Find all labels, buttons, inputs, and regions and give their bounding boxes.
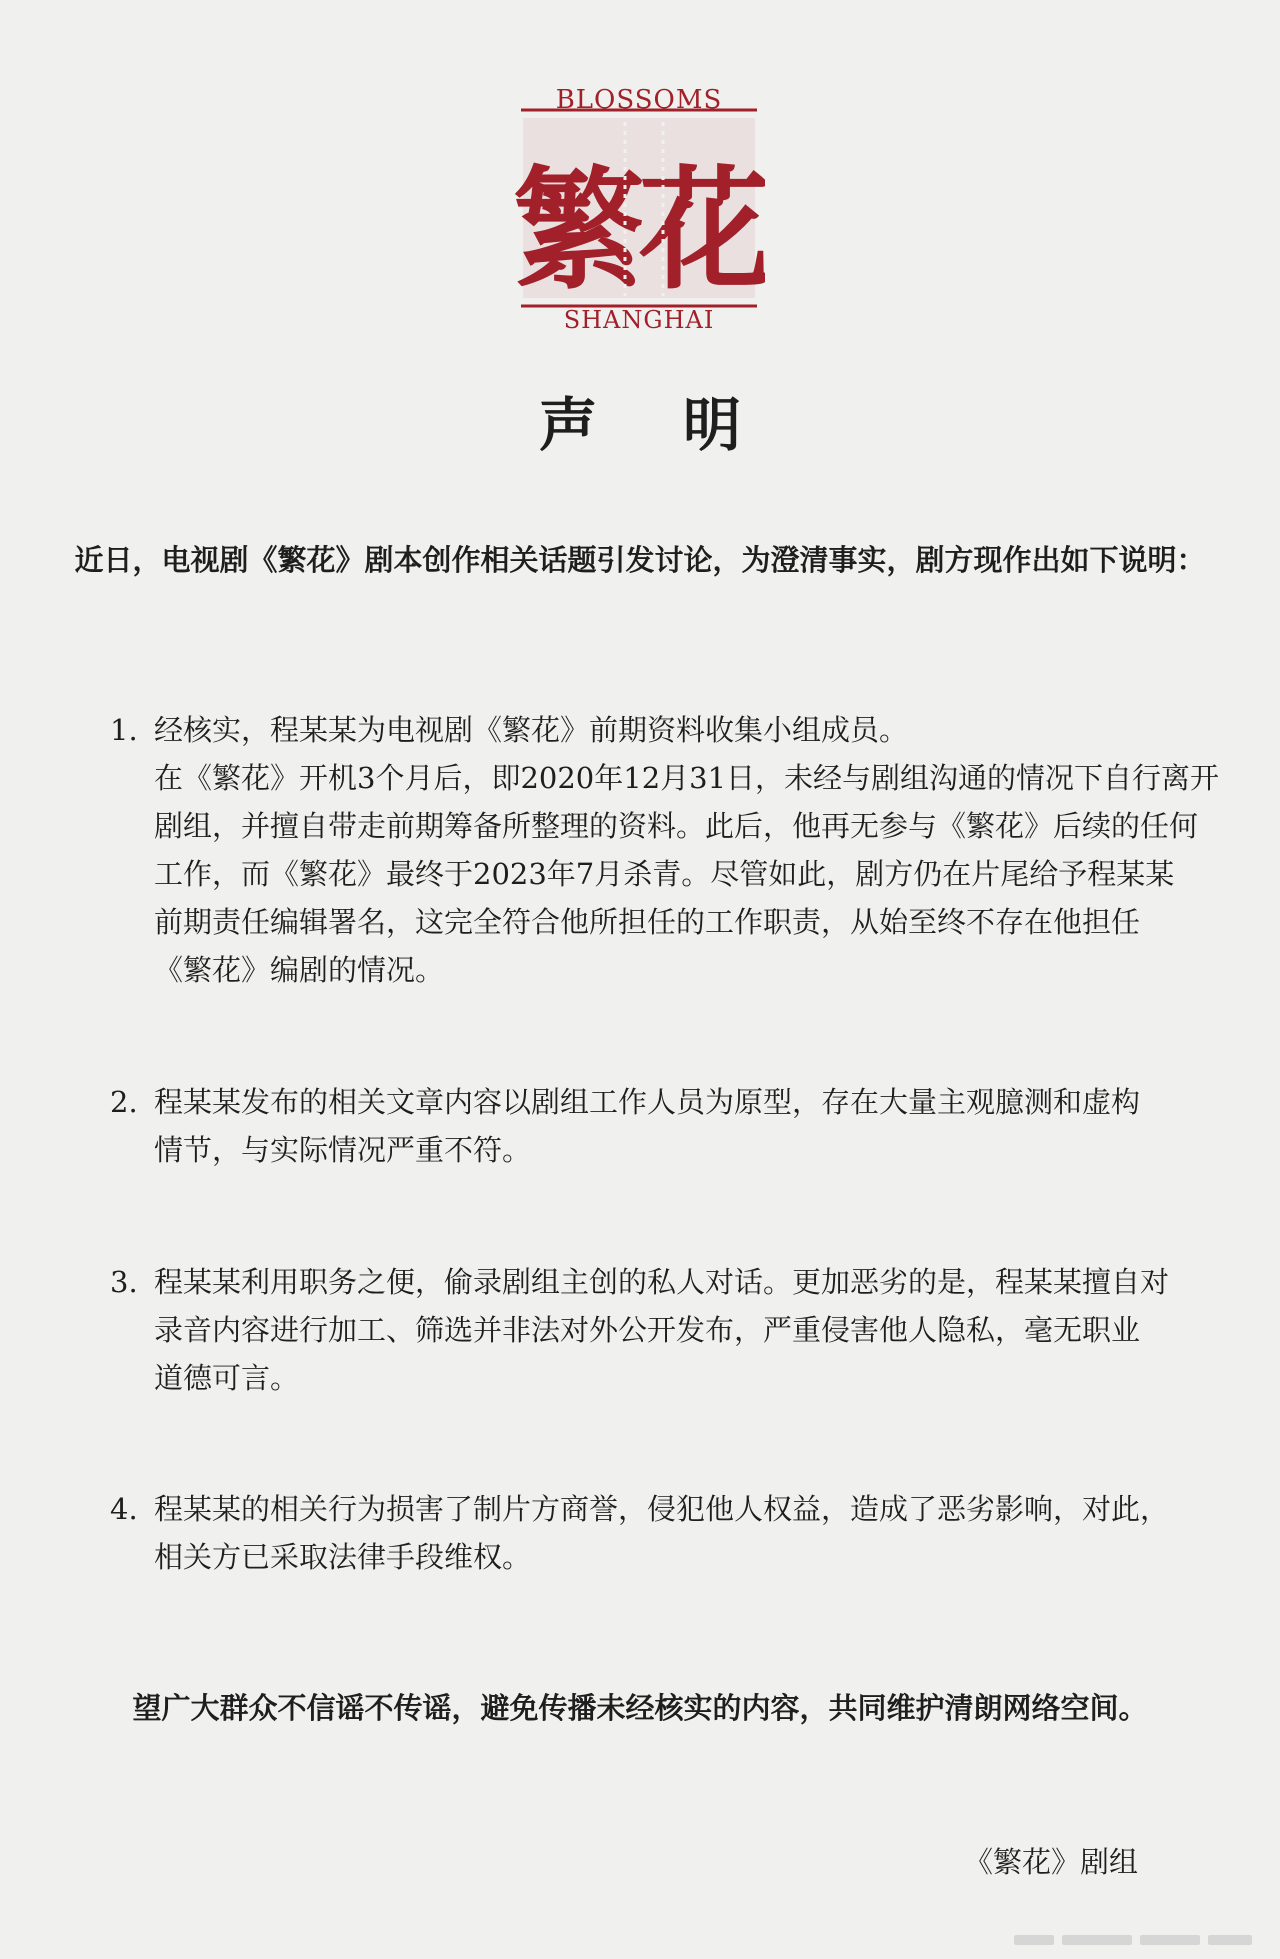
statement-item-2 xyxy=(110,1078,1170,1174)
statement-item-4 xyxy=(110,1485,1170,1581)
logo-top-text: BLOSSOMS xyxy=(555,88,723,115)
item-line: 经核实，程某某为电视剧《繁花》前期资料收集小组成员。 xyxy=(154,713,909,747)
item-line: 相关方已采取法律手段维权。 xyxy=(154,1540,532,1574)
watermark-graphic xyxy=(1014,1932,1252,1948)
item-line: 《繁花》编剧的情况。 xyxy=(154,953,445,987)
watermark xyxy=(1014,1932,1252,1948)
item-line: 情节，与实际情况严重不符。 xyxy=(154,1133,532,1167)
item-line: 程某某发布的相关文章内容以剧组工作人员为原型，存在大量主观臆测和虚构 xyxy=(154,1085,1141,1119)
item-line: 程某某利用职务之便，偷录剧组主创的私人对话。更加恶劣的是，程某某擅自对 xyxy=(154,1265,1170,1299)
signature: 《繁花》剧组 xyxy=(963,1845,1138,1879)
page-title: 声明 xyxy=(538,391,827,459)
logo-main-text: 繁花 xyxy=(513,154,765,308)
intro-paragraph: 近日，电视剧《繁花》剧本创作相关话题引发讨论，为澄清事实，剧方现作出如下说明： xyxy=(74,543,1206,577)
item-number: 4. xyxy=(110,1492,138,1526)
item-line: 在《繁花》开机3个月后，即2020年12月31日，未经与剧组沟通的情况下自行离开 xyxy=(154,761,1220,795)
logo-bottom-text: SHANGHAI xyxy=(563,306,715,332)
item-number: 2. xyxy=(110,1085,138,1119)
closing-appeal: 望广大群众不信谣不传谣，避免传播未经核实的内容，共同维护清朗网络空间。 xyxy=(132,1691,1148,1725)
item-line: 剧组，并擅自带走前期筹备所整理的资料。此后，他再无参与《繁花》后续的任何 xyxy=(154,809,1199,843)
item-line: 道德可言。 xyxy=(154,1361,300,1395)
statement-item-3 xyxy=(110,1258,1170,1402)
item-number: 3. xyxy=(110,1265,138,1299)
item-line: 前期责任编辑署名，这完全符合他所担任的工作职责，从始至终不存在他担任 xyxy=(154,905,1141,939)
item-line: 工作，而《繁花》最终于2023年7月杀青。尽管如此，剧方仍在片尾给予程某某 xyxy=(154,857,1175,891)
statement-item-1 xyxy=(110,706,1220,994)
item-number: 1. xyxy=(110,713,138,747)
logo-graphic xyxy=(513,88,765,332)
item-line: 程某某的相关行为损害了制片方商誉，侵犯他人权益，造成了恶劣影响，对此， xyxy=(154,1492,1170,1526)
item-line: 录音内容进行加工、筛选并非法对外公开发布，严重侵害他人隐私，毫无职业 xyxy=(154,1313,1141,1347)
blossoms-shanghai-logo xyxy=(513,88,765,332)
